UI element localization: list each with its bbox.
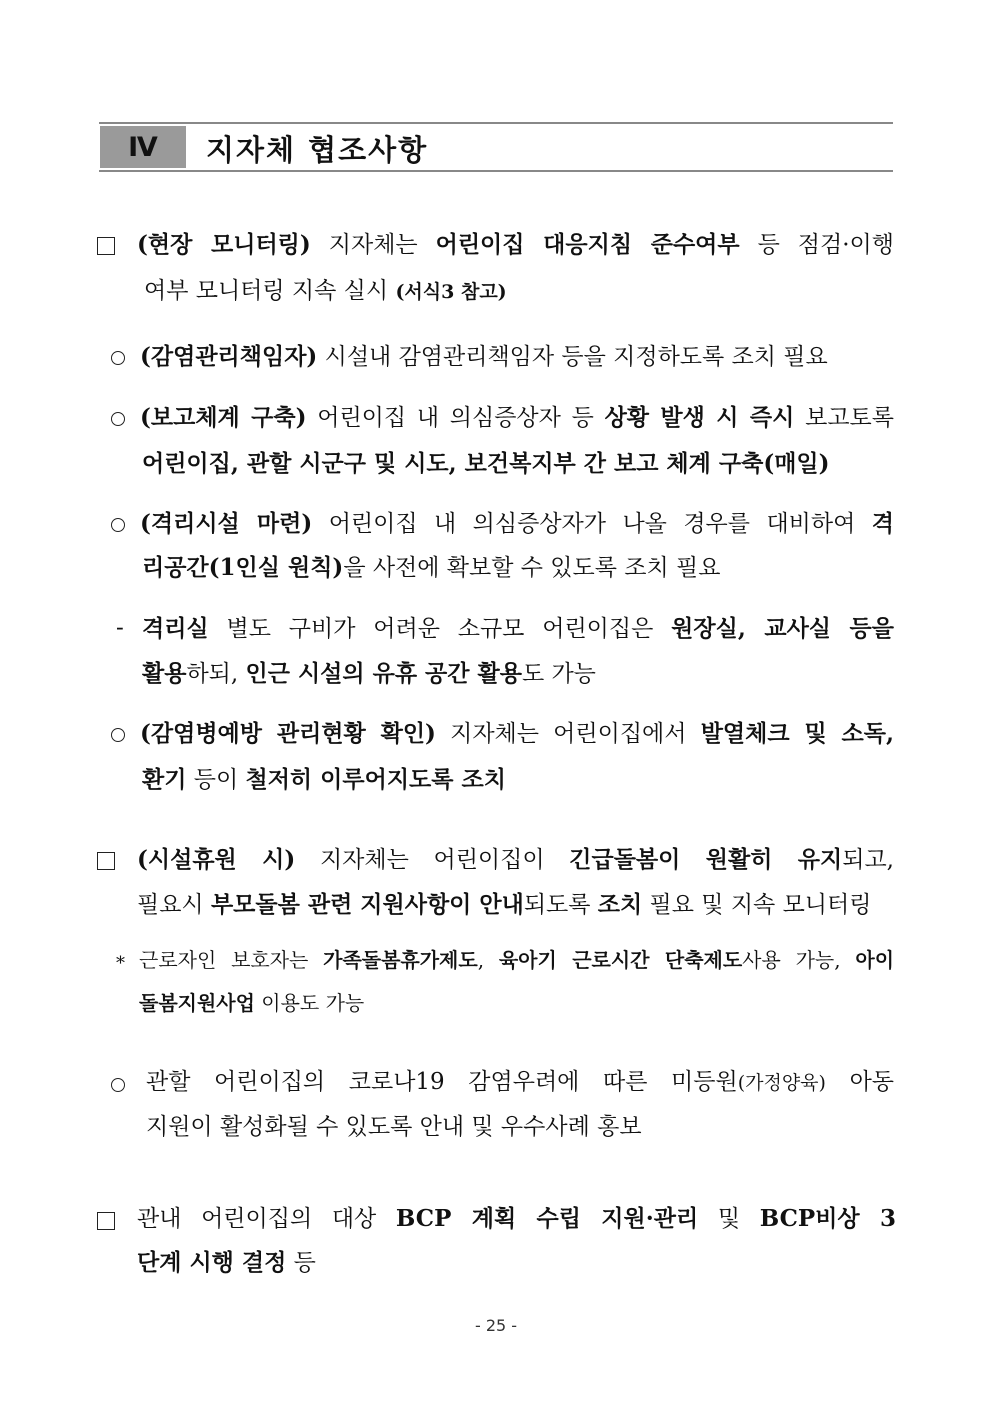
closure-line-2: 필요시 부모돌봄 관련 지원사항이 안내되도록 조치 필요 및 지속 모니터링 (137, 891, 872, 918)
prevention-check-line-2: 환기 등이 철저히 이루어지도록 조치 (142, 766, 506, 793)
closure-note-line-2: 돌봄지원사업 이용도 가능 (139, 991, 365, 1015)
checkbox-square-icon (97, 237, 115, 255)
bullet-circle-icon (111, 351, 125, 365)
section-numeral-box (100, 126, 186, 168)
report-system-line-2: 어린이집, 관할 시군구 및 시도, 보건복지부 간 보고 체계 구축(매일) (142, 450, 830, 477)
title-top-rule (99, 122, 893, 124)
bullet-circle-icon (111, 518, 125, 532)
isolation-dash-line-2: 활용하되, 인근 시설의 유휴 공간 활용도 가능 (142, 660, 596, 687)
bullet-circle-icon (111, 1078, 125, 1092)
bcp-line-2: 단계 시행 결정 등 (137, 1249, 316, 1276)
bcp-line-1: 관내 어린이집의 대상 BCP 계획 수립 지원·관리 및 BCP비상 3 (137, 1205, 896, 1232)
checkbox-square-icon (97, 852, 115, 870)
isolation-dash-line-1: 격리실 별도 구비가 어려운 소규모 어린이집은 원장실, 교사실 등을 (142, 615, 894, 642)
isolation-line-1: (격리시설 마련) 어린이집 내 의심증상자가 나올 경우를 대비하여 격 (140, 510, 894, 537)
bullet-circle-icon (111, 412, 125, 426)
dash-bullet: - (116, 615, 124, 641)
section-title: 지자체 협조사항 (206, 133, 429, 167)
checkbox-square-icon (97, 1212, 115, 1230)
closure-note-line-1: 근로자인 보호자는 가족돌봄휴가제도, 육아기 근로시간 단축제도사용 가능, 아이 (139, 948, 895, 972)
bullet-circle-icon (111, 728, 125, 742)
isolation-line-2: 리공간(1인실 원칙)을 사전에 확보할 수 있도록 조치 필요 (142, 554, 721, 581)
closure-item-line-2: 지원이 활성화될 수 있도록 안내 및 우수사례 홍보 (146, 1114, 642, 1140)
section-numeral: Ⅳ (128, 131, 158, 163)
prevention-check-line-1: (감염병예방 관리현황 확인) 지자체는 어린이집에서 발열체크 및 소독, (140, 720, 894, 747)
infection-manager-line: (감염관리책임자) 시설내 감염관리책임자 등을 지정하도록 조치 필요 (140, 343, 828, 370)
report-system-line-1: (보고체계 구축) 어린이집 내 의심증상자 등 상황 발생 시 즉시 보고토록 (140, 404, 894, 431)
closure-line-1: (시설휴원 시) 지자체는 어린이집이 긴급돌봄이 원활히 유지되고, (137, 846, 894, 873)
monitoring-line-2: 여부 모니터링 지속 실시 (서식3 참고) (144, 278, 507, 304)
title-bottom-rule (99, 170, 893, 172)
page-number: - 25 - (474, 1316, 518, 1335)
asterisk-note-icon: * (116, 953, 125, 974)
monitoring-line-1: (현장 모니터링) 지자체는 어린이집 대응지침 준수여부 등 점검·이행 (137, 231, 894, 258)
closure-item-line-1: 관할 어린이집의 코로나19 감염우려에 따른 미등원(가정양육) 아동 (146, 1069, 895, 1095)
